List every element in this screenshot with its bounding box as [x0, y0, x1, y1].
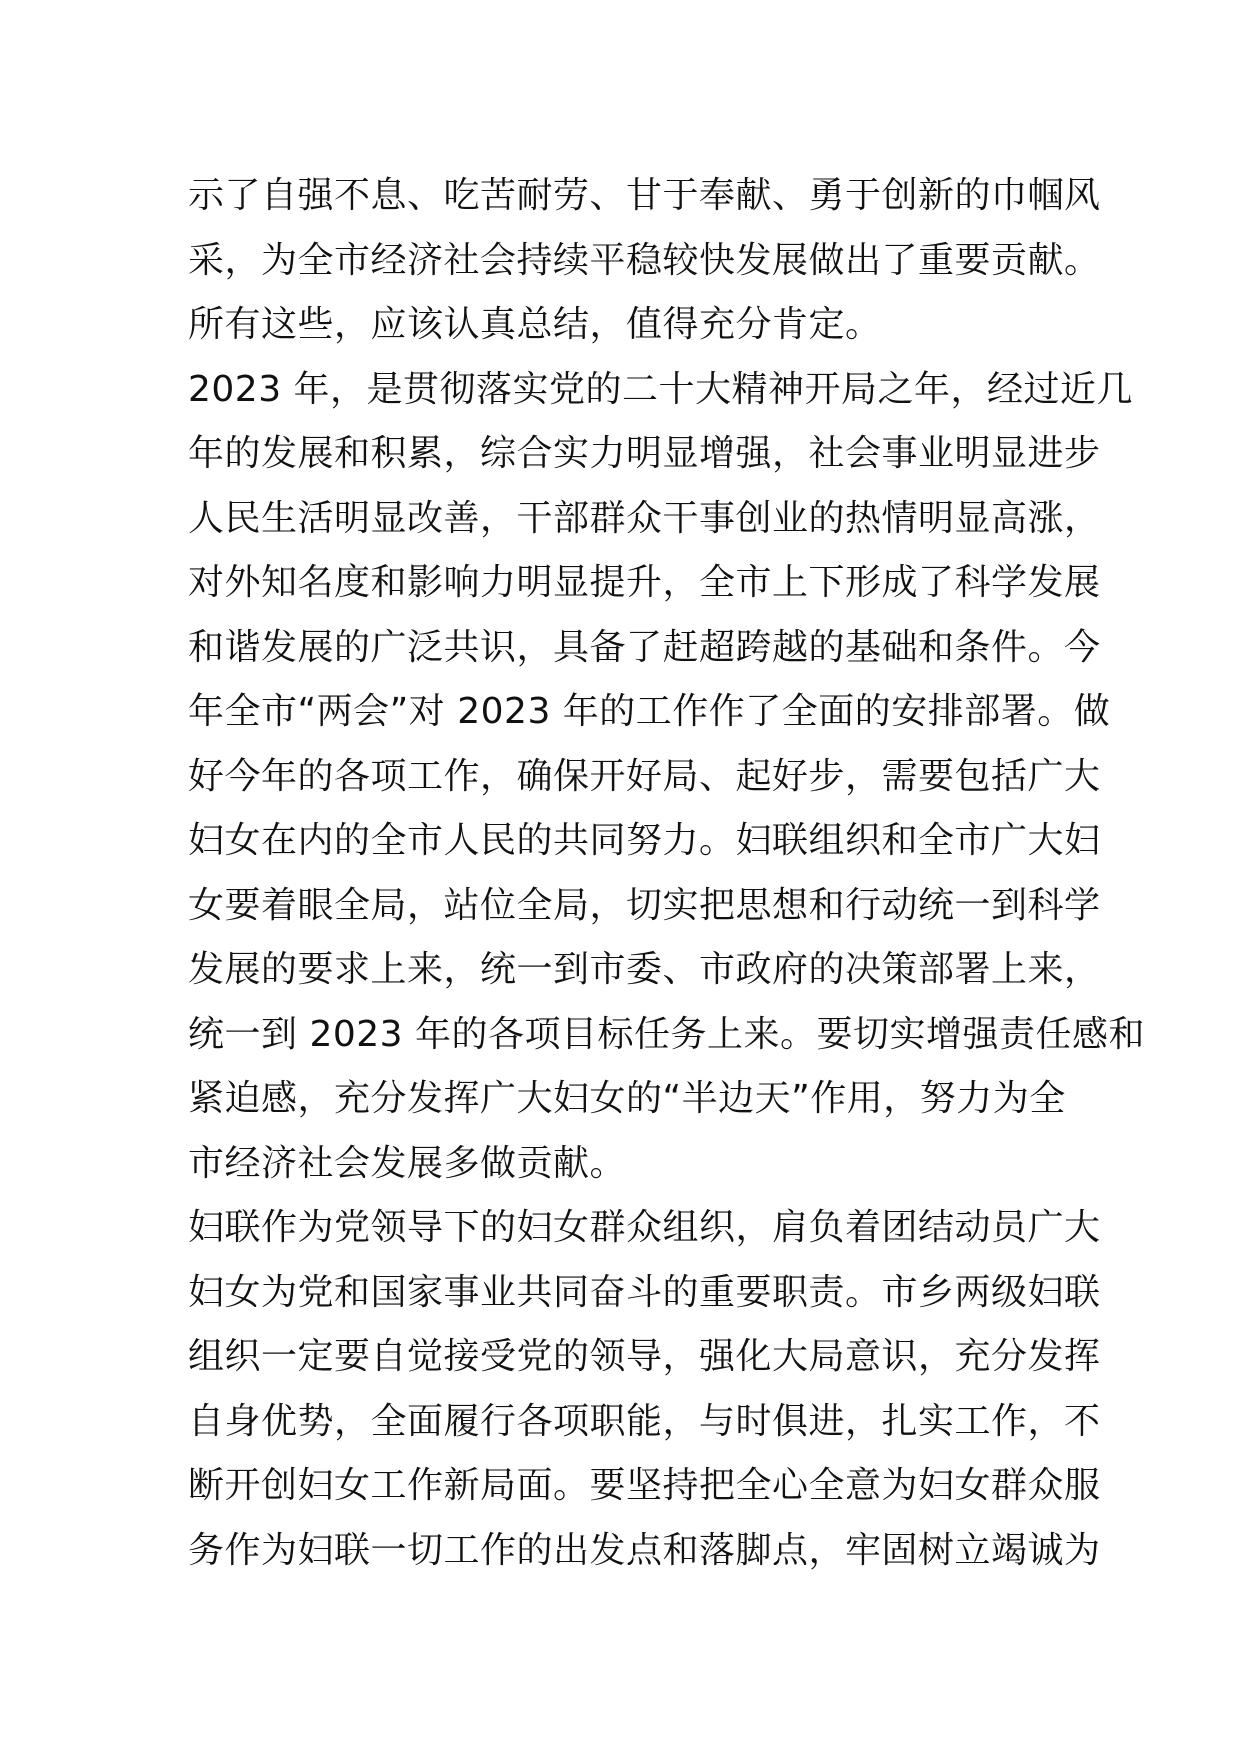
text-line: 所有这些，应该认真总结，值得充分肯定。	[188, 304, 882, 345]
text-line: 断开创妇女工作新局面。要坚持把全心全意为妇女群众服	[188, 1465, 1101, 1506]
text-line: 妇女在内的全市人民的共同努力。妇联组织和全市广大妇	[188, 820, 1101, 861]
text-line: 组织一定要自觉接受党的领导，强化大局意识，充分发挥	[188, 1336, 1101, 1377]
text-line: 人民生活明显改善，干部群众干事创业的热情明显高涨，	[188, 497, 1101, 539]
text-line: 妇联作为党领导下的妇女群众组织，肩负着团结动员广大	[188, 1207, 1101, 1248]
text-line: 2023 年，是贯彻落实党的二十大精神开局之年，经过近几	[188, 368, 1134, 410]
text-line: 发展的要求上来，统一到市委、市政府的决策部署上来，	[188, 949, 1101, 990]
text-line: 紧迫感，充分发挥广大妇女的“半边天”作用，努力为全	[188, 1078, 1066, 1119]
text-line: 采，为全市经济社会持续平稳较快发展做出了重要贡献。	[188, 239, 1101, 281]
text-line: 好今年的各项工作，确保开好局、起好步，需要包括广大	[188, 755, 1101, 797]
text-line: 自身优势，全面履行各项职能，与时俱进，扎实工作，不	[188, 1400, 1101, 1442]
text-line: 年的发展和积累，综合实力明显增强，社会事业明显进步	[188, 433, 1101, 474]
text-line: 示了自强不息、吃苦耐劳、甘于奉献、勇于创新的巾帼风	[188, 175, 1101, 216]
text-line: 对外知名度和影响力明显提升，全市上下形成了科学发展	[188, 562, 1101, 603]
text-line: 年全市“两会”对 2023 年的工作作了全面的安排部署。做	[188, 691, 1111, 732]
text-line: 和谐发展的广泛共识，具备了赶超跨越的基础和条件。今	[188, 626, 1101, 668]
text-line: 妇女为党和国家事业共同奋斗的重要职责。市乡两级妇联	[188, 1271, 1101, 1313]
document-body	[188, 164, 1146, 1583]
text-line: 女要着眼全局，站位全局，切实把思想和行动统一到科学	[188, 884, 1101, 926]
text-line: 统一到 2023 年的各项目标任务上来。要切实增强责任感和	[188, 1013, 1146, 1055]
text-line: 市经济社会发展多做贡献。	[188, 1142, 627, 1184]
text-line: 务作为妇联一切工作的出发点和落脚点，牢固树立竭诚为	[188, 1529, 1101, 1571]
